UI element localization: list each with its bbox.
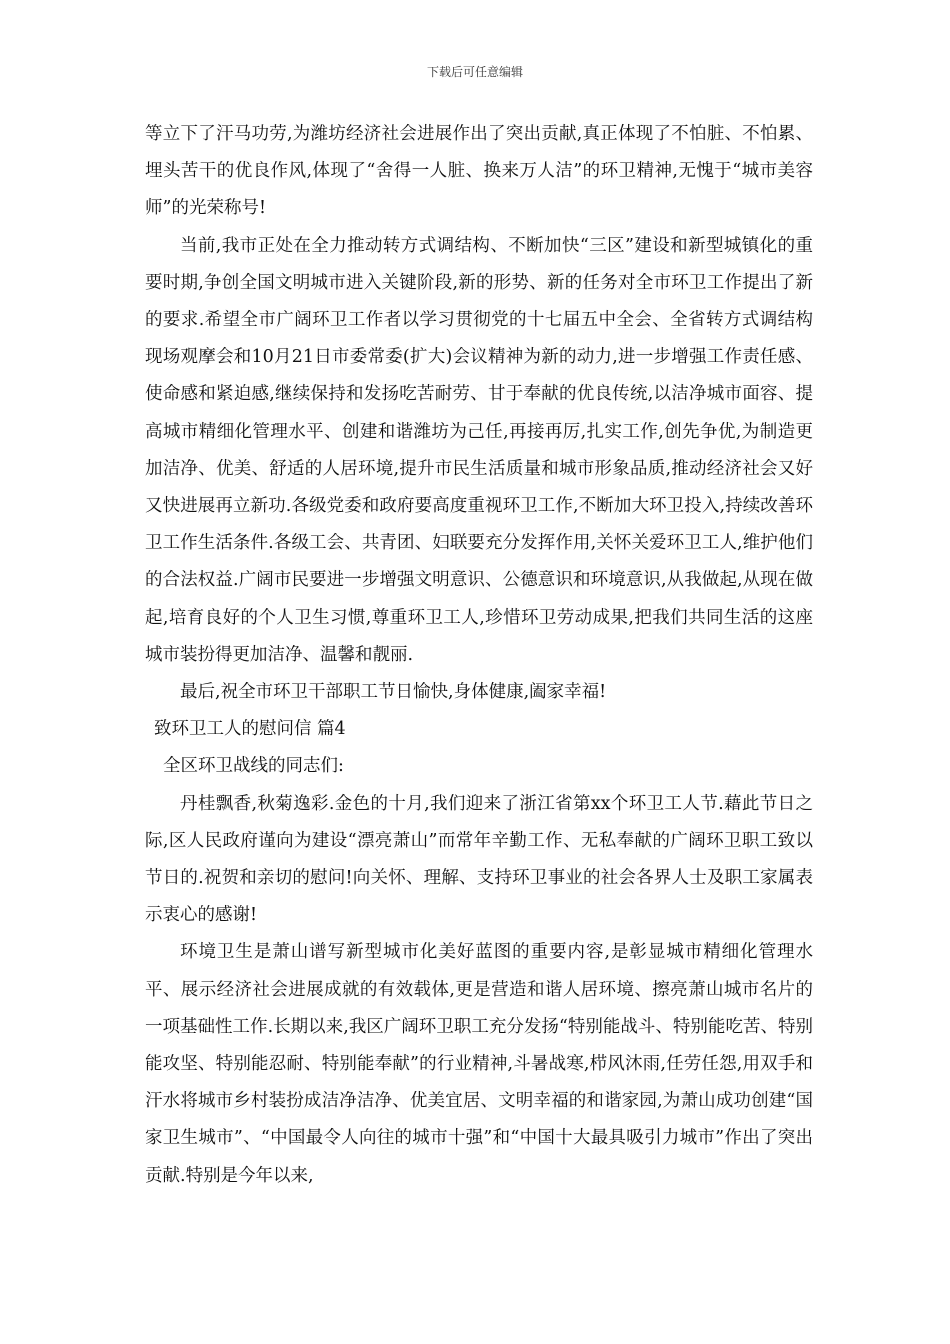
letter-heading: 致环卫工人的慰问信 篇4 xyxy=(154,719,346,740)
paragraph-current-situation: 当前,我市正处在全力推动转方式调结构、不断加快“三区”建设和新型城镇化的重要时期,争创全国文明城市进入关键阶段,新的形势、新的任务对全市环卫工作提出了新的要求.希望全市广阔环卫工作者以学习贯彻党的十七届五中全会、全省转方式调结构现场观摩会和10月21日市委常委(扩大)会议精神为新的动力,进一步增强工作责任感、使命感和紧迫感,继续保持和发扬吃苦耐劳、甘于奉献的优良传统,以洁净城市面容、提高城市精细化管理水平、创建和谐潍坊为己任,再接再厉,扎实工作,创先争优,为制造更加洁净、优美、舒适的人居环境,提升市民生活质量和城市形象品质,推动经济社会又好又快进展再立新功.各级党委和政府要高度重视环卫工作,不断加大环卫投入,持续改善环卫工作生活条件.各级工会、共青团、妇联要充分发挥作用,关怀关爱环卫工人,维护他们的合法权益.广阔市民要进一步增强文明意识、公德意识和环境意识,从我做起,从现在做起,培育良好的个人卫生习惯,尊重环卫工人,珍惜环卫劳动成果,把我们共同生活的这座城市装扮得更加洁净、温馨和靓丽. xyxy=(145,235,813,665)
paragraph-festival-greeting: 丹桂飘香,秋菊逸彩.金色的十月,我们迎来了浙江省第xx个环卫工人节.藉此节日之际,区人民政府谨向为建设“漂亮萧山”而常年辛勤工作、无私奉献的广阔环卫职工致以节日的.祝贺和亲切的慰问!向关怀、理解、支持环卫事业的社会各界人士及职工家属表示衷心的感谢! xyxy=(145,793,813,926)
paragraph-continuation: 等立下了汗马功劳,为潍坊经济社会进展作出了突出贡献,真正体现了不怕脏、不怕累、埋头苦干的优良作风,体现了“舍得一人脏、换来万人洁”的环卫精神,无愧于“城市美容师”的光荣称号! xyxy=(145,124,813,219)
paragraph-environmental-hygiene: 环境卫生是萧山谱写新型城市化美好蓝图的重要内容,是彰显城市精细化管理水平、展示经济社会进展成就的有效载体,更是营造和谐人居环境、擦亮萧山城市名片的一项基础性工作.长期以来,我区广阔环卫职工充分发扬“特别能战斗、特别能吃苦、特别能攻坚、特别能忍耐、特别能奉献”的行业精神,斗暑战寒,栉风沐雨,任劳任怨,用双手和汗水将城市乡村装扮成洁净洁净、优美宜居、文明幸福的和谐家园,为萧山成功创建“国家卫生城市”、“中国最令人向往的城市十强”和“中国十大最具吸引力城市”作出了突出贡献.特别是今年以来, xyxy=(145,942,813,1186)
paragraph-closing-wishes: 最后,祝全市环卫干部职工节日愉快,身体健康,阖家幸福! xyxy=(180,682,607,703)
document-body xyxy=(145,116,813,1195)
page-header: 下载后可任意编辑 xyxy=(426,65,523,79)
letter-salutation: 全区环卫战线的同志们: xyxy=(163,756,344,777)
